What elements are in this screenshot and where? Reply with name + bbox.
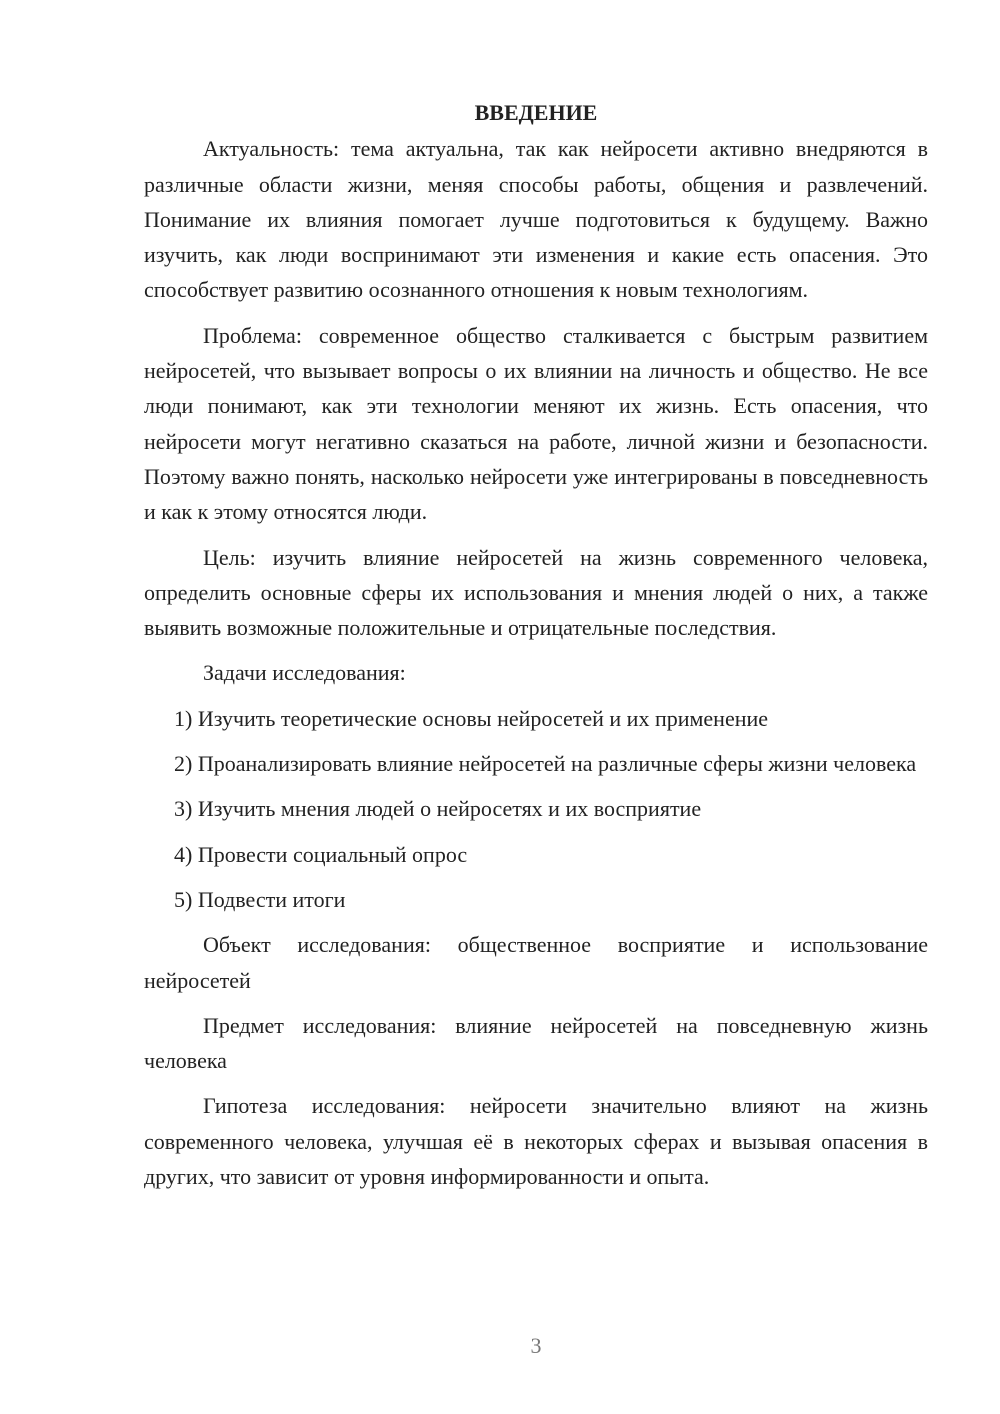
goal-paragraph: Цель: изучить влияние нейросетей на жизнь современного человека, определить основные сферы их использования и мнения людей о них, а также выявить возможные положительные и отрицательные последствия. <box>144 544 928 641</box>
task-item: 5) Подвести итоги <box>174 886 346 912</box>
task-item: 3) Изучить мнения людей о нейросетях и их восприятие <box>174 796 702 822</box>
tasks-heading: Задачи исследования: <box>203 660 406 686</box>
page-body <box>144 95 928 1204</box>
task-item: 1) Изучить теоретические основы нейросетей и их применение <box>174 705 769 731</box>
section-title: ВВЕДЕНИЕ <box>474 100 598 125</box>
task-item: 4) Провести социальный опрос <box>174 841 468 867</box>
hypothesis-paragraph: Гипотеза исследования: нейросети значительно влияют на жизнь современного человека, улучшая её в некоторых сферах и вызывая опасения в других, что зависит от уровня информированности и опыта. <box>144 1093 928 1190</box>
task-item: 2) Проанализировать влияние нейросетей на различные сферы жизни человека <box>174 751 917 777</box>
object-paragraph: Объект исследования: общественное восприятие и использование нейросетей <box>144 932 928 993</box>
relevance-paragraph: Актуальность: тема актуальна, так как нейросети активно внедряются в различные области жизни, меняя способы работы, общения и развлечений. Понимание их влияния помогает лучше подготовиться к будущему. Важно изучить, как люди воспринимают эти изменения и какие есть опасения. Это способствует развитию осознанного отношения к новым технологиям. <box>144 136 928 303</box>
subject-paragraph: Предмет исследования: влияние нейросетей на повседневную жизнь человека <box>144 1012 928 1074</box>
problem-paragraph: Проблема: современное общество сталкивается с быстрым развитием нейросетей, что вызывает вопросы о их влиянии на личность и общество. Не все люди понимают, как эти технологии меняют их жизнь. Есть опасения, что нейросети могут негативно сказаться на работе, личной жизни и безопасности. Поэтому важно понять, насколько нейросети уже интегрированы в повседневность и как к этому относятся люди. <box>144 322 928 525</box>
page-number: 3 <box>530 1333 542 1358</box>
